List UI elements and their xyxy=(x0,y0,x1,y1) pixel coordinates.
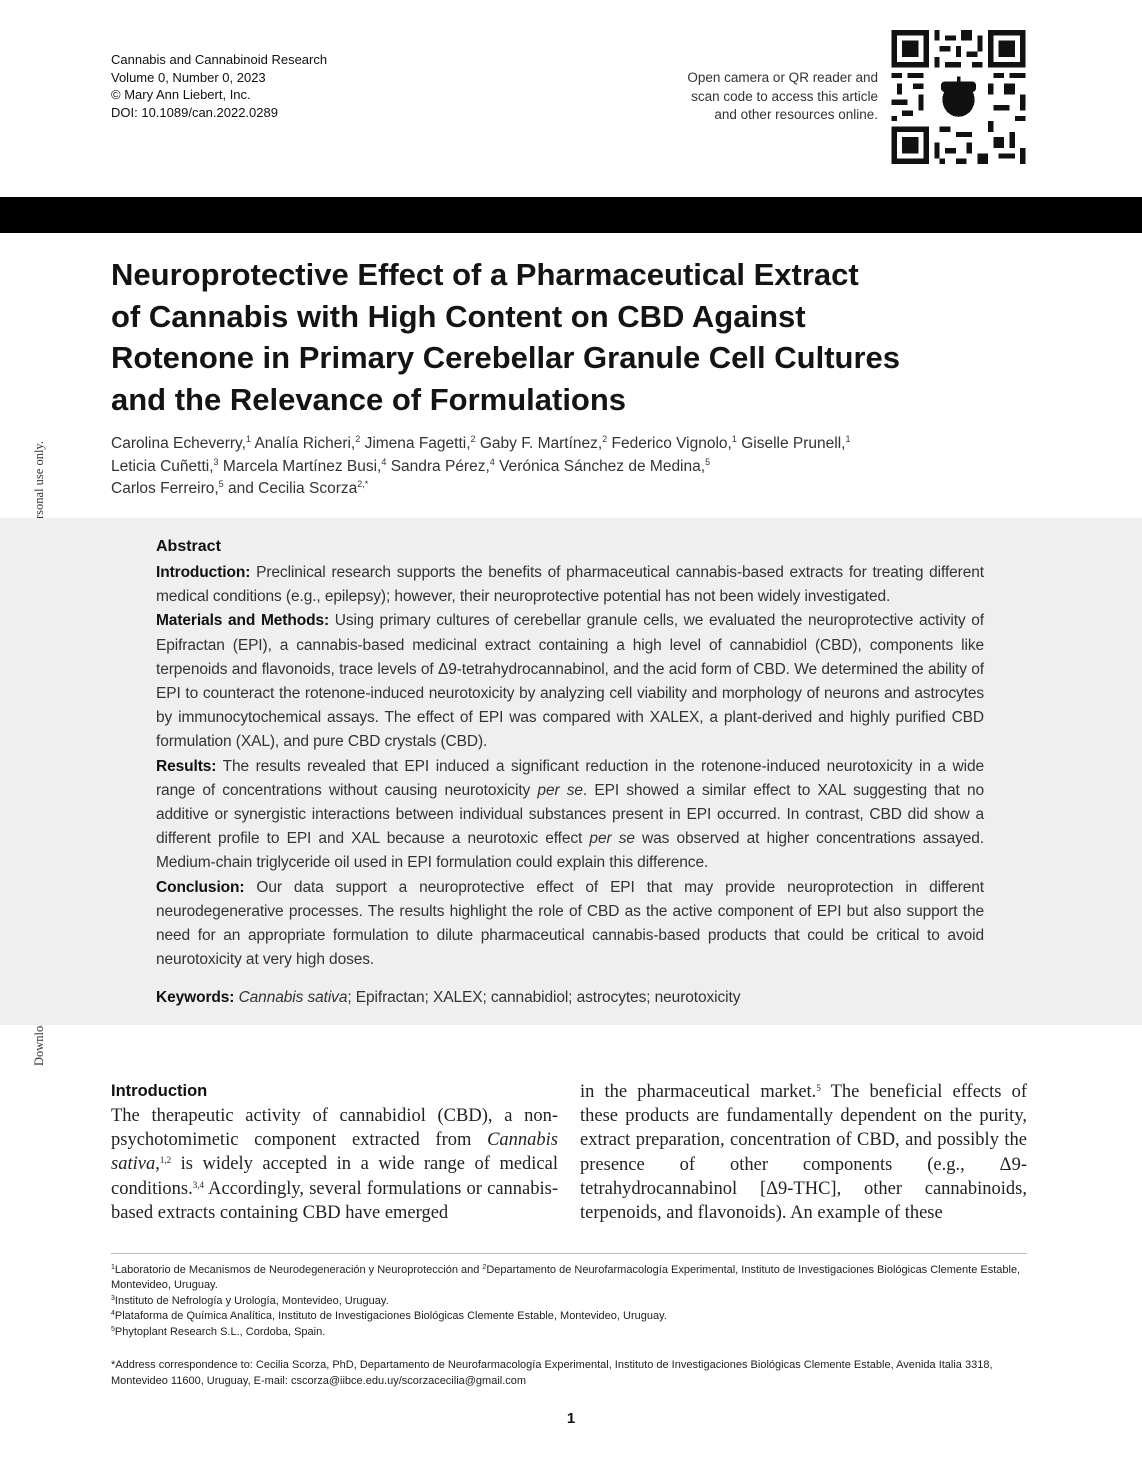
affiliation-mark: 2 xyxy=(602,434,608,444)
abstract-methods-label: Materials and Methods: xyxy=(156,612,330,630)
author: Carlos Ferreiro, xyxy=(111,480,219,497)
affiliation-3 xyxy=(111,1294,1027,1309)
qr-line-1: Open camera or QR reader and xyxy=(687,70,878,85)
affiliation-mark: 4 xyxy=(489,456,495,467)
affiliation-5 xyxy=(111,1325,1027,1340)
affiliation-mark: 4 xyxy=(111,1310,115,1318)
author-list xyxy=(111,433,850,501)
abstract-conclusion xyxy=(156,876,984,973)
affiliation-text: Departamento de Neurofarmacología Experimental, Instituto de Investigaciones Biológicas Clemente Estable, Montevideo, Uruguay. xyxy=(111,1264,1021,1292)
affiliations xyxy=(111,1263,1027,1340)
author-line-1 xyxy=(111,433,850,456)
abstract-box xyxy=(0,518,1142,1025)
abstract-heading: Abstract xyxy=(156,538,221,555)
citation-mark: 3,4 xyxy=(192,1179,204,1190)
affiliation-mark: 2 xyxy=(470,434,476,444)
author-line-3 xyxy=(111,478,850,501)
acorn-logo-icon xyxy=(937,76,980,119)
affiliation-1-2 xyxy=(111,1263,1027,1294)
author: Leticia Cuñetti, xyxy=(111,457,214,475)
journal-doi: DOI: 10.1089/can.2022.0289 xyxy=(111,104,278,120)
intro-text: in the pharmaceutical market. xyxy=(580,1082,817,1102)
affiliation-mark: 3 xyxy=(111,1294,115,1302)
correspondence-address: *Address correspondence to: Cecilia Scorza, PhD, Departamento de Neurofarmacología Experimental, Instituto de Investigaciones Biológicas Clemente Estable, Avenida Italia 3318, Montevideo 11600, Uruguay, E-mail: cscorza@iibce.edu.uy/scorzacecilia@gmail.com xyxy=(111,1359,993,1387)
author: Gaby F. Martínez, xyxy=(479,435,603,452)
keywords-text: ; Epifractan; XALEX; cannabidiol; astrocytes; neurotoxicity xyxy=(347,989,741,1007)
affiliation-mark: 3 xyxy=(213,456,219,467)
journal-name: Cannabis and Cannabinoid Research xyxy=(111,52,328,67)
qr-line-3: and other resources online. xyxy=(714,107,878,122)
introduction-column-right xyxy=(580,1080,1027,1225)
qr-instructions xyxy=(687,69,878,125)
abstract-introduction xyxy=(156,561,984,609)
abstract-methods-text: Using primary cultures of cerebellar granule cells, we evaluated the neuroprotective activity of Epifractan (EPI), a cannabis-based medicinal extract containing a high level of cannabidiol (CBD), components like terpenoids and flavonoids, trace levels of Δ9-tetrahydrocannabinol, and the acid form of CBD. We determined the ability of EPI to counteract the rotenone-induced neurotoxicity by analyzing cell viability and morphology of neurons and astrocytes by immunocytochemical assays. The effect of EPI was compared with XALEX, a plant-derived and highly purified CBD formulation (XAL), and pure CBD crystals (CBD). xyxy=(156,612,984,751)
qr-line-2: scan code to access this article xyxy=(691,88,878,104)
intro-text: Accordingly, several formulations or cannabis-based extracts containing CBD have emerged xyxy=(111,1178,558,1223)
journal-publisher: © Mary Ann Liebert, Inc. xyxy=(111,87,251,102)
author: and Cecilia Scorza xyxy=(228,480,358,497)
affiliation-text: Plataforma de Química Analítica, Instituto de Investigaciones Biológicas Clemente Estable, Montevideo, Uruguay. xyxy=(114,1310,667,1323)
title-line-3: Rotenone in Primary Cerebellar Granule Cell Cultures xyxy=(111,340,901,375)
affiliation-mark: 1 xyxy=(111,1264,115,1271)
introduction-heading: Introduction xyxy=(111,1082,208,1100)
abstract-results-text: was observed at higher concentrations assayed. Medium-chain triglyceride oil used in EPI formulation could explain this difference. xyxy=(156,830,984,872)
author: Federico Vignolo, xyxy=(611,435,732,452)
affiliation-text: Instituto de Nefrología y Urología, Montevideo, Uruguay. xyxy=(114,1294,389,1307)
keywords xyxy=(156,986,984,1010)
abstract-results-text: The results revealed that EPI induced a significant reduction in the rotenone-induced neurotoxicity in a wide range of concentrations without causing neurotoxicity xyxy=(156,757,984,799)
affiliation-mark: 5 xyxy=(218,479,224,489)
affiliation-mark: 1 xyxy=(245,434,251,444)
abstract-intro-label: Introduction: xyxy=(156,564,251,581)
affiliation-4 xyxy=(111,1309,1027,1324)
affiliation-mark: 5 xyxy=(111,1325,115,1333)
keywords-italic: Cannabis sativa xyxy=(238,989,348,1007)
abstract-results-text: . EPI showed a similar effect to XAL suggesting that no additive or synergistic interactions between individual substances present in EPI occurred. In contrast, CBD did show a different profile to EPI and XAL because a neurotoxic effect xyxy=(156,781,984,848)
intro-italic: Cannabis sativa xyxy=(111,1130,558,1175)
abstract-results-label: Results: xyxy=(156,757,217,775)
header-band xyxy=(0,197,1142,233)
author: Sandra Pérez, xyxy=(390,457,490,475)
affiliation-mark: 2 xyxy=(355,434,361,444)
footnote-divider xyxy=(111,1253,1027,1254)
abstract-results-italic: per se xyxy=(589,830,635,848)
affiliation-mark: 5 xyxy=(705,456,711,467)
abstract-conclusion-label: Conclusion: xyxy=(156,878,245,896)
abstract-methods xyxy=(156,609,984,754)
affiliation-text: Phytoplant Research S.L., Cordoba, Spain. xyxy=(114,1325,326,1338)
author: Verónica Sánchez de Medina, xyxy=(499,457,706,475)
qr-code-icon[interactable] xyxy=(890,30,1027,164)
abstract-conclusion-text: Our data support a neuroprotective effect of EPI that may provide neuroprotection in different neurodegenerative processes. The results highlight the role of CBD as the active component of EPI but also support the need for an appropriate formulation to dilute pharmaceutical cannabis-based products that could be critical to avoid neurotoxicity at very high doses. xyxy=(156,878,984,969)
keywords-label: Keywords: xyxy=(156,989,235,1007)
author: Marcela Martínez Busi, xyxy=(222,457,382,475)
title-line-1: Neuroprotective Effect of a Pharmaceutical Extract xyxy=(111,257,859,292)
abstract-content xyxy=(156,537,984,1011)
affiliation-mark: 1 xyxy=(731,434,737,444)
author: Jimena Fagetti, xyxy=(364,435,471,452)
affiliation-mark: 2 xyxy=(482,1264,487,1271)
citation-mark: 1,2 xyxy=(159,1155,172,1166)
affiliation-text: Laboratorio de Mecanismos de Neurodegeneración y Neuroprotección and xyxy=(114,1264,480,1276)
citation-mark: 5 xyxy=(816,1083,821,1093)
intro-text: The therapeutic activity of cannabidiol (CBD), a non-psychotomimetic component extracted from xyxy=(111,1106,558,1151)
affiliation-mark: 4 xyxy=(381,456,387,467)
abstract-results-italic: per se xyxy=(537,781,583,799)
abstract-intro-text: Preclinical research supports the benefits of pharmaceutical cannabis-based extracts for treating different medical conditions (e.g., epilepsy); however, their neuroprotective potential has not been widely investigated. xyxy=(156,564,984,606)
title-line-2: of Cannabis with High Content on CBD Against xyxy=(111,298,806,334)
intro-text: The beneficial effects of these products are fundamentally dependent on the purity, extract preparation, concentration of CBD, and possibly the presence of other components (e.g., Δ9-tetrahydrocannabinol [Δ9-THC], other cannabinoids, terpenoids, and flavonoids). An example of these xyxy=(580,1082,1027,1224)
article-title xyxy=(111,254,971,420)
author: Giselle Prunell, xyxy=(741,435,846,452)
journal-volume: Volume 0, Number 0, 2023 xyxy=(111,69,266,85)
affiliation-mark: 1 xyxy=(845,434,851,444)
introduction-column-left: The therapeutic activity of cannabidiol (CBD), a non-psychotomimetic component extracted from Cannabis sativa,$^{1,2}$ is widely accepted in a wide range of medical conditions.$^{3,4}$ Accordingly, several formulations or cannabis-based extracts containing CBD have emerged xyxy=(111,1106,558,1223)
journal-meta xyxy=(111,51,327,121)
author: Carolina Echeverry, xyxy=(111,435,246,452)
page-number: 1 xyxy=(566,1410,576,1427)
title-line-4: and the Relevance of Formulations xyxy=(111,381,627,417)
abstract-results xyxy=(156,755,984,876)
author-line-2 xyxy=(111,456,850,479)
affiliation-mark: 2,* xyxy=(357,479,369,489)
intro-text: is widely accepted in a wide range of medical conditions. xyxy=(111,1154,558,1199)
author: Analía Richeri, xyxy=(254,435,356,452)
